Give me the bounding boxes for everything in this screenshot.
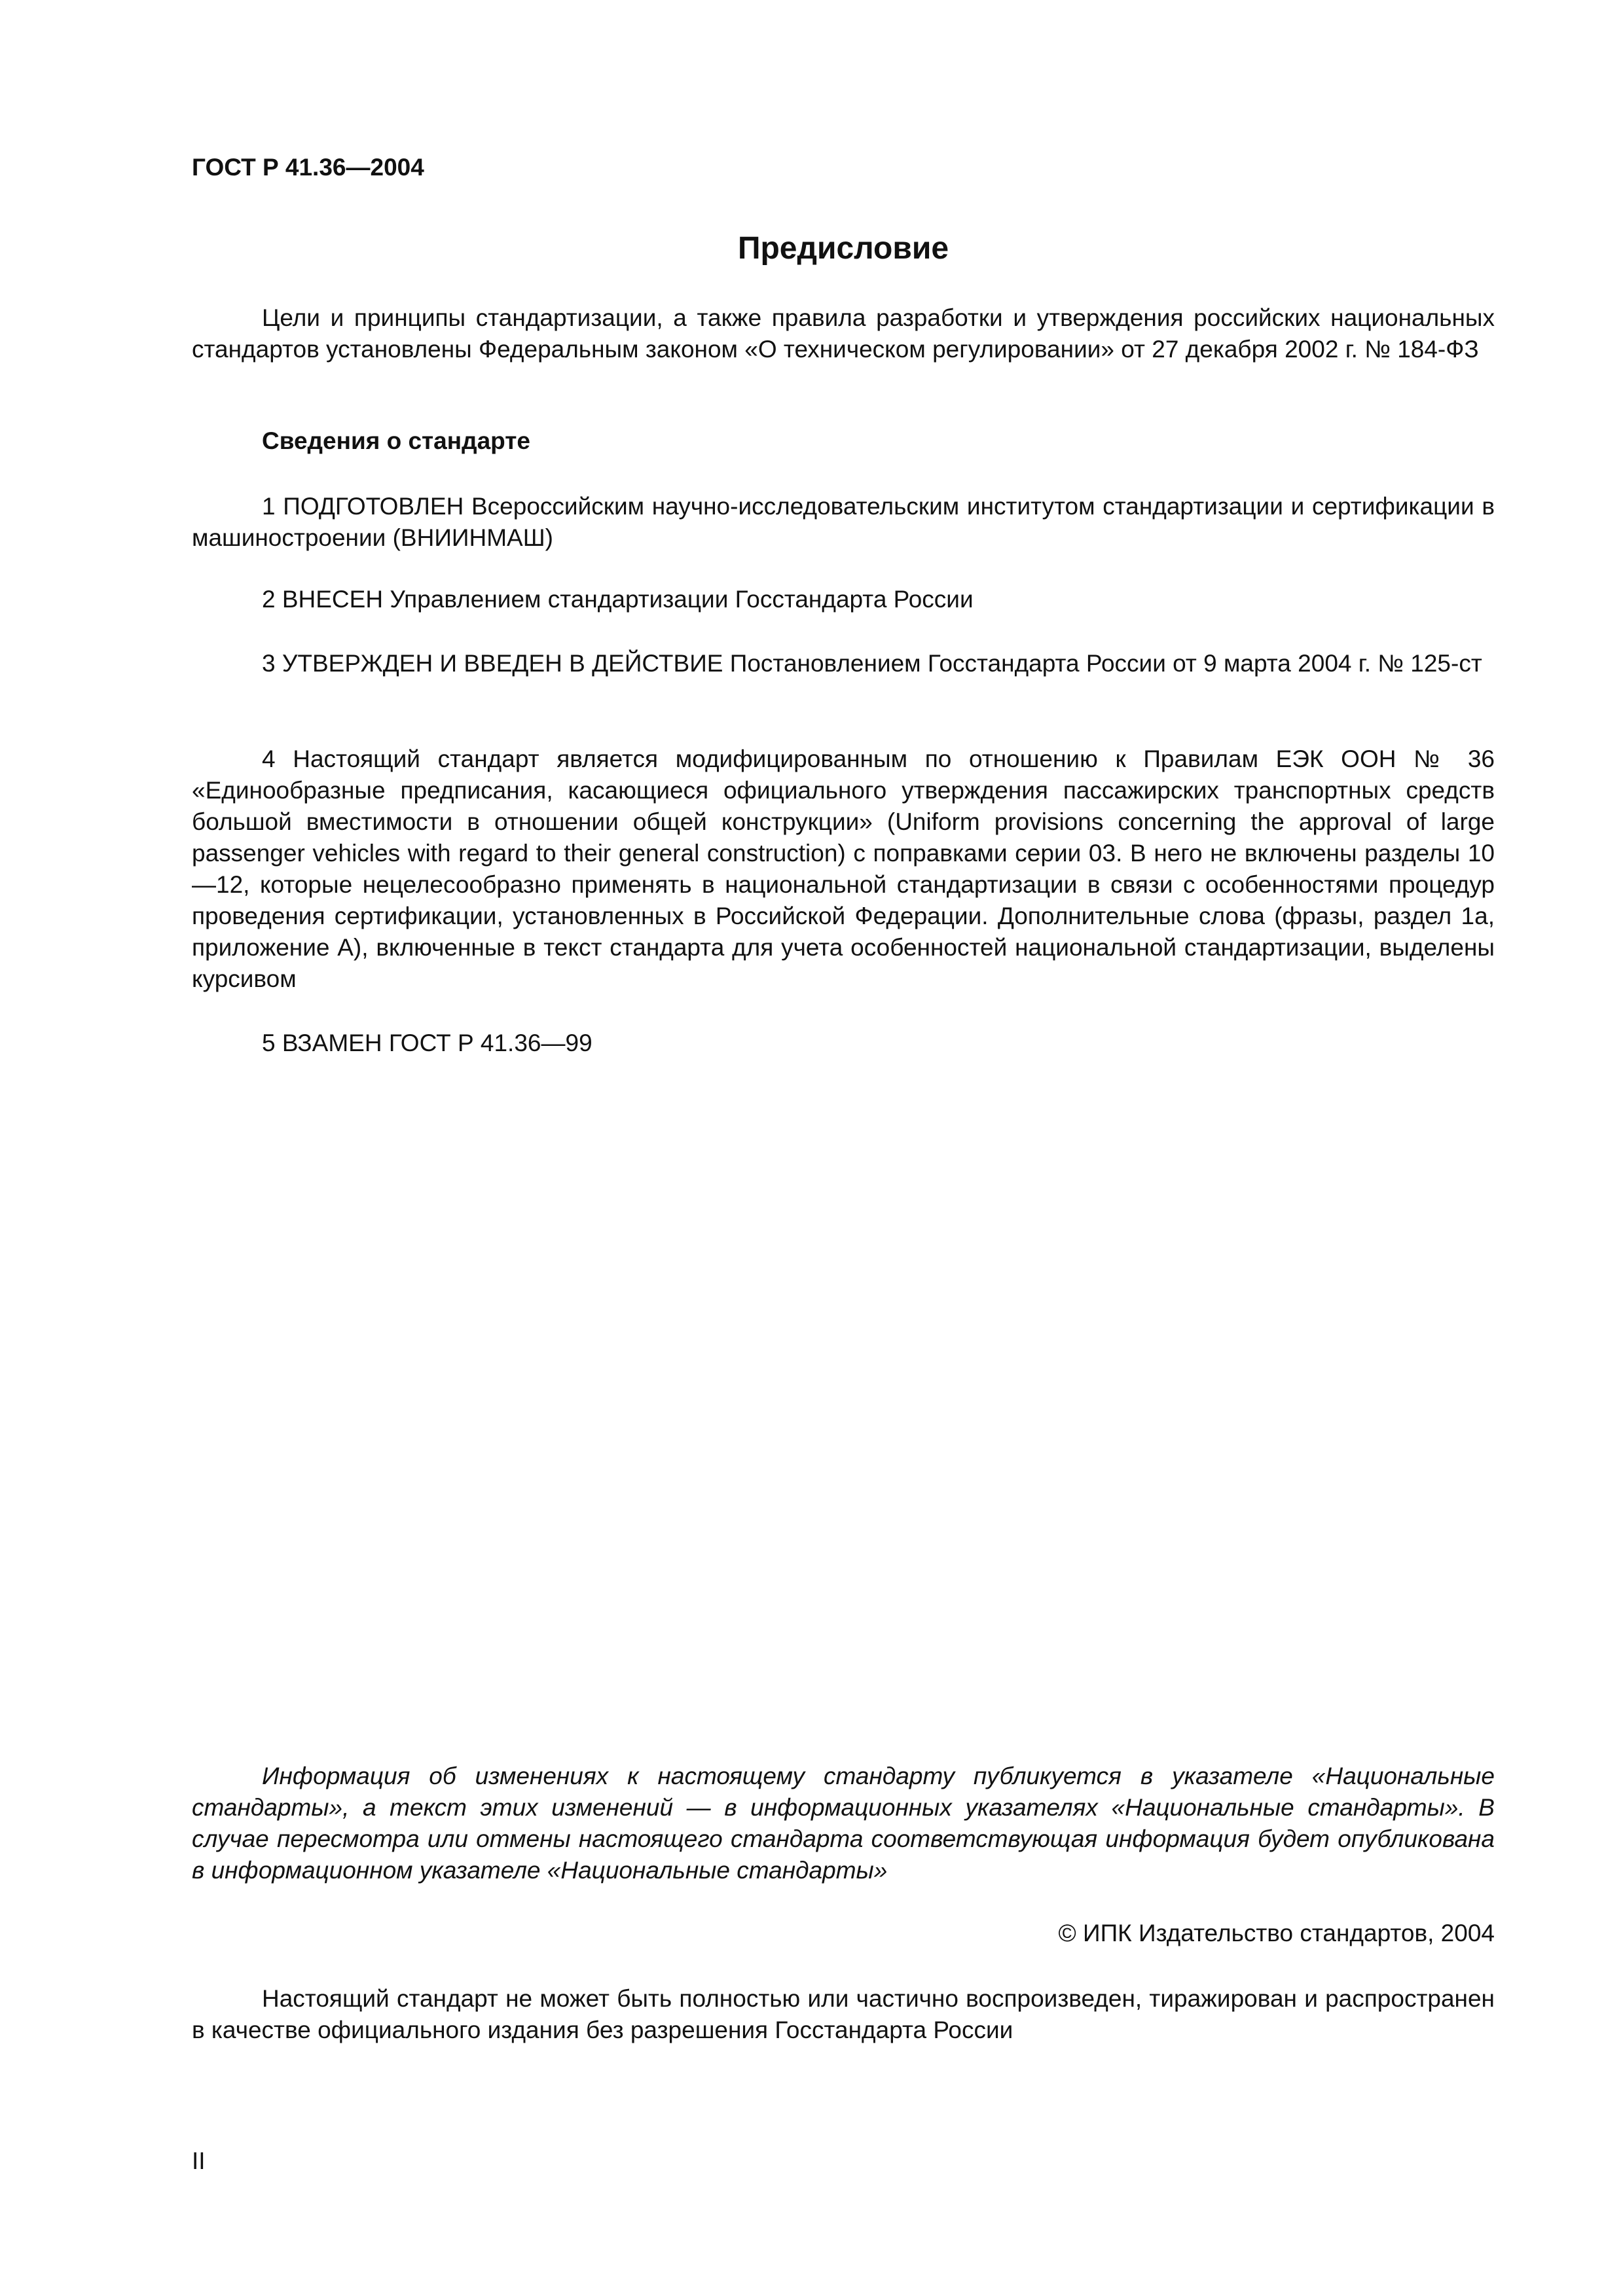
page-title: Предисловие (737, 231, 949, 266)
list-item: 2 ВНЕСЕН Управлением стандартизации Госстандарта России (262, 586, 974, 613)
list-item: 3 УТВЕРЖДЕН И ВВЕДЕН В ДЕЙСТВИЕ Постановлением Госстандарта России от 9 марта 2004 г. № 125-ст (262, 650, 1482, 677)
copyright: © ИПК Издательство стандартов, 2004 (1058, 1920, 1495, 1946)
page-number: II (192, 2147, 206, 2174)
intro-paragraph: Цели и принципы стандартизации, а также правила разработки и утверждения российских национальных стандартов установлены Федеральным законом «О техническом регулировании» от 27 декабря 2002 г. № 184-ФЗ (192, 304, 1495, 363)
reproduction-notice: Настоящий стандарт не может быть полностью или частично воспроизведен, тиражирован и распространен в качестве официального издания без разрешения Госстандарта России (192, 1985, 1495, 2043)
list-item: 5 ВЗАМЕН ГОСТ Р 41.36—99 (262, 1030, 593, 1056)
info-heading: Сведения о стандарте (262, 427, 530, 454)
list-item: 1 ПОДГОТОВЛЕН Всероссийским научно-исследовательским институтом стандартизации и сертификации в машиностроении (ВНИИНМАШ) (192, 493, 1495, 551)
list-item: 4 Настоящий стандарт является модифицированным по отношению к Правилам ЕЭК ООН № 36 «Единообразные предписания, касающиеся официального утверждения пассажирских транспортных средств большой вместимости в отношении общей конструкции» (Uniform provisions concerning the approval of large passenger vehicles with regard to their general construction) с поправками серии 03. В него не включены разделы 10—12, которые нецелесообразно применять в национальной стандартизации в связи с особенностями процедур проведения сертификации, установленных в Российской Федерации. Дополнительные слова (фразы, раздел 1а, приложение А), включенные в текст стандарта для учета особенностей национальной стандартизации, выделены курсивом (192, 745, 1495, 992)
changes-info-paragraph: Информация об изменениях к настоящему стандарту публикуется в указателе «Национальные стандарты», а текст этих изменений — в информационных указателях «Национальные стандарты». В случае пересмотра или отмены настоящего стандарта соответствующая информация будет опубликована в информационном указателе «Национальные стандарты» (192, 1763, 1495, 1884)
document-code: ГОСТ Р 41.36—2004 (192, 154, 424, 181)
